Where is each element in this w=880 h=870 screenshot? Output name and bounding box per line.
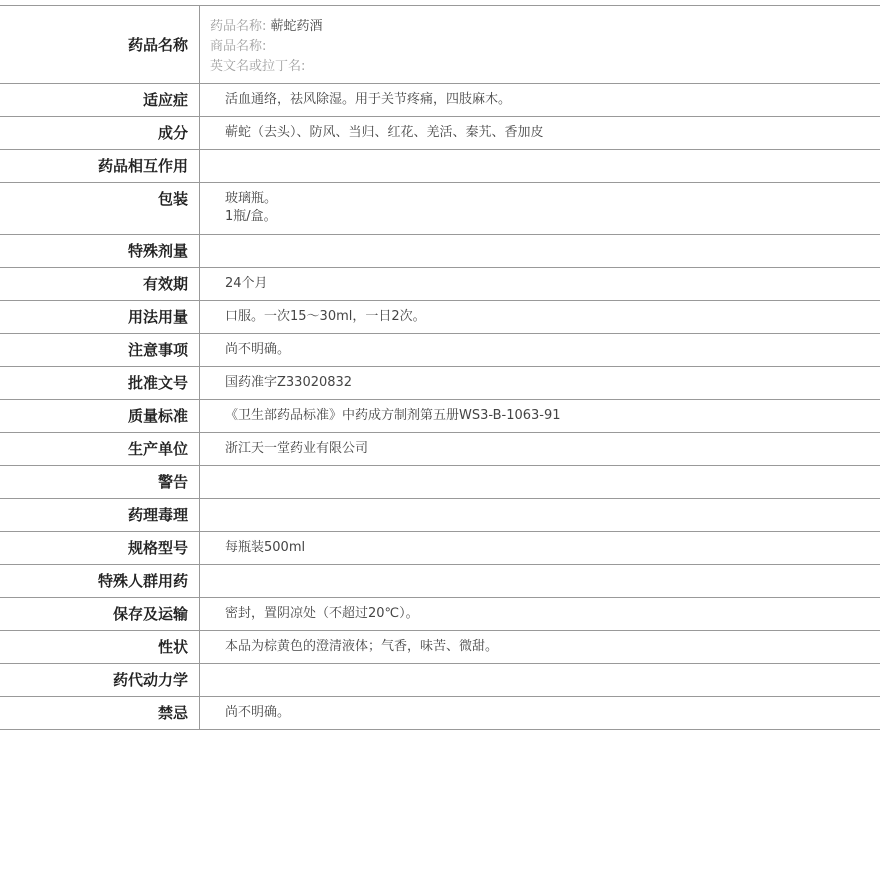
row-value xyxy=(200,334,880,366)
row-value xyxy=(200,150,880,182)
table-row-pharmacology xyxy=(0,499,880,532)
row-label: 药品相互作用 xyxy=(0,150,200,182)
row-label: 特殊剂量 xyxy=(0,235,200,267)
row-label: 警告 xyxy=(0,466,200,498)
row-label: 保存及运输 xyxy=(0,598,200,630)
table-row-quality-standard xyxy=(0,400,880,433)
table-row-indications xyxy=(0,84,880,117)
row-value xyxy=(200,433,880,465)
row-label: 药代动力学 xyxy=(0,664,200,696)
row-value xyxy=(200,532,880,564)
row-label: 适应症 xyxy=(0,84,200,116)
latin-name-key: 英文名或拉丁名: xyxy=(210,59,306,74)
trade-name-line xyxy=(210,37,880,57)
row-label: 性状 xyxy=(0,631,200,663)
row-value xyxy=(200,367,880,399)
row-value xyxy=(200,664,880,696)
table-row-pharmacokinetics xyxy=(0,664,880,697)
value-line: 浙江天一堂药业有限公司 xyxy=(225,441,369,456)
drug-info-table xyxy=(0,5,880,730)
row-value xyxy=(200,400,880,432)
row-label: 特殊人群用药 xyxy=(0,565,200,597)
row-label: 质量标准 xyxy=(0,400,200,432)
value-line: 国药准字Z33020832 xyxy=(225,375,353,390)
value-line: 每瓶装500ml xyxy=(225,540,306,555)
table-row-special-dosage xyxy=(0,235,880,268)
generic-name-value: 蕲蛇药酒 xyxy=(270,19,323,34)
row-label: 有效期 xyxy=(0,268,200,300)
row-value xyxy=(200,697,880,729)
value-line: 尚不明确。 xyxy=(225,705,291,720)
latin-name-line xyxy=(210,57,880,77)
table-row-special-populations xyxy=(0,565,880,598)
table-row-drug-name xyxy=(0,6,880,84)
table-row-approval-number xyxy=(0,367,880,400)
table-row-appearance xyxy=(0,631,880,664)
row-value xyxy=(200,499,880,531)
table-row-packaging xyxy=(0,183,880,235)
row-value xyxy=(200,183,880,234)
table-row-manufacturer xyxy=(0,433,880,466)
value-line: 玻璃瓶。 xyxy=(225,191,278,206)
value-line: 蕲蛇（去头）、防风、当归、红花、羌活、秦艽、香加皮 xyxy=(225,125,544,140)
value-line: 24个月 xyxy=(225,276,268,291)
row-label: 用法用量 xyxy=(0,301,200,333)
value-line: 《卫生部药品标准》中药成方制剂第五册WS3-B-1063-91 xyxy=(225,408,561,423)
generic-name-line xyxy=(210,17,880,37)
row-value xyxy=(200,117,880,149)
value-line: 尚不明确。 xyxy=(225,342,291,357)
row-label: 批准文号 xyxy=(0,367,200,399)
table-row-ingredients xyxy=(0,117,880,150)
table-row-usage xyxy=(0,301,880,334)
row-label: 注意事项 xyxy=(0,334,200,366)
row-label: 药品名称 xyxy=(0,6,200,83)
value-line: 活血通络，祛风除湿。用于关节疼痛，四肢麻木。 xyxy=(225,92,512,107)
drug-name-block xyxy=(200,6,880,83)
row-value xyxy=(200,301,880,333)
value-line: 密封，置阴凉处（不超过20℃）。 xyxy=(225,606,419,621)
table-row-interactions xyxy=(0,150,880,183)
table-row-specification xyxy=(0,532,880,565)
row-value xyxy=(200,466,880,498)
value-line: 口服。一次15～30ml，一日2次。 xyxy=(225,309,426,324)
table-row-contraindications xyxy=(0,697,880,730)
row-value xyxy=(200,235,880,267)
row-value xyxy=(200,268,880,300)
row-label: 禁忌 xyxy=(0,697,200,729)
table-row-expiry xyxy=(0,268,880,301)
row-label: 包装 xyxy=(0,183,200,234)
table-row-storage xyxy=(0,598,880,631)
row-value xyxy=(200,565,880,597)
row-label: 规格型号 xyxy=(0,532,200,564)
table-row-warning xyxy=(0,466,880,499)
row-label: 成分 xyxy=(0,117,200,149)
generic-name-key: 药品名称: xyxy=(210,19,267,34)
row-label: 药理毒理 xyxy=(0,499,200,531)
value-line: 本品为棕黄色的澄清液体；气香，味苦、微甜。 xyxy=(225,639,499,654)
row-value xyxy=(200,598,880,630)
row-value xyxy=(200,84,880,116)
row-value xyxy=(200,631,880,663)
table-row-precautions xyxy=(0,334,880,367)
trade-name-key: 商品名称: xyxy=(210,39,267,54)
value-line: 1瓶/盒。 xyxy=(225,209,277,224)
row-label: 生产单位 xyxy=(0,433,200,465)
